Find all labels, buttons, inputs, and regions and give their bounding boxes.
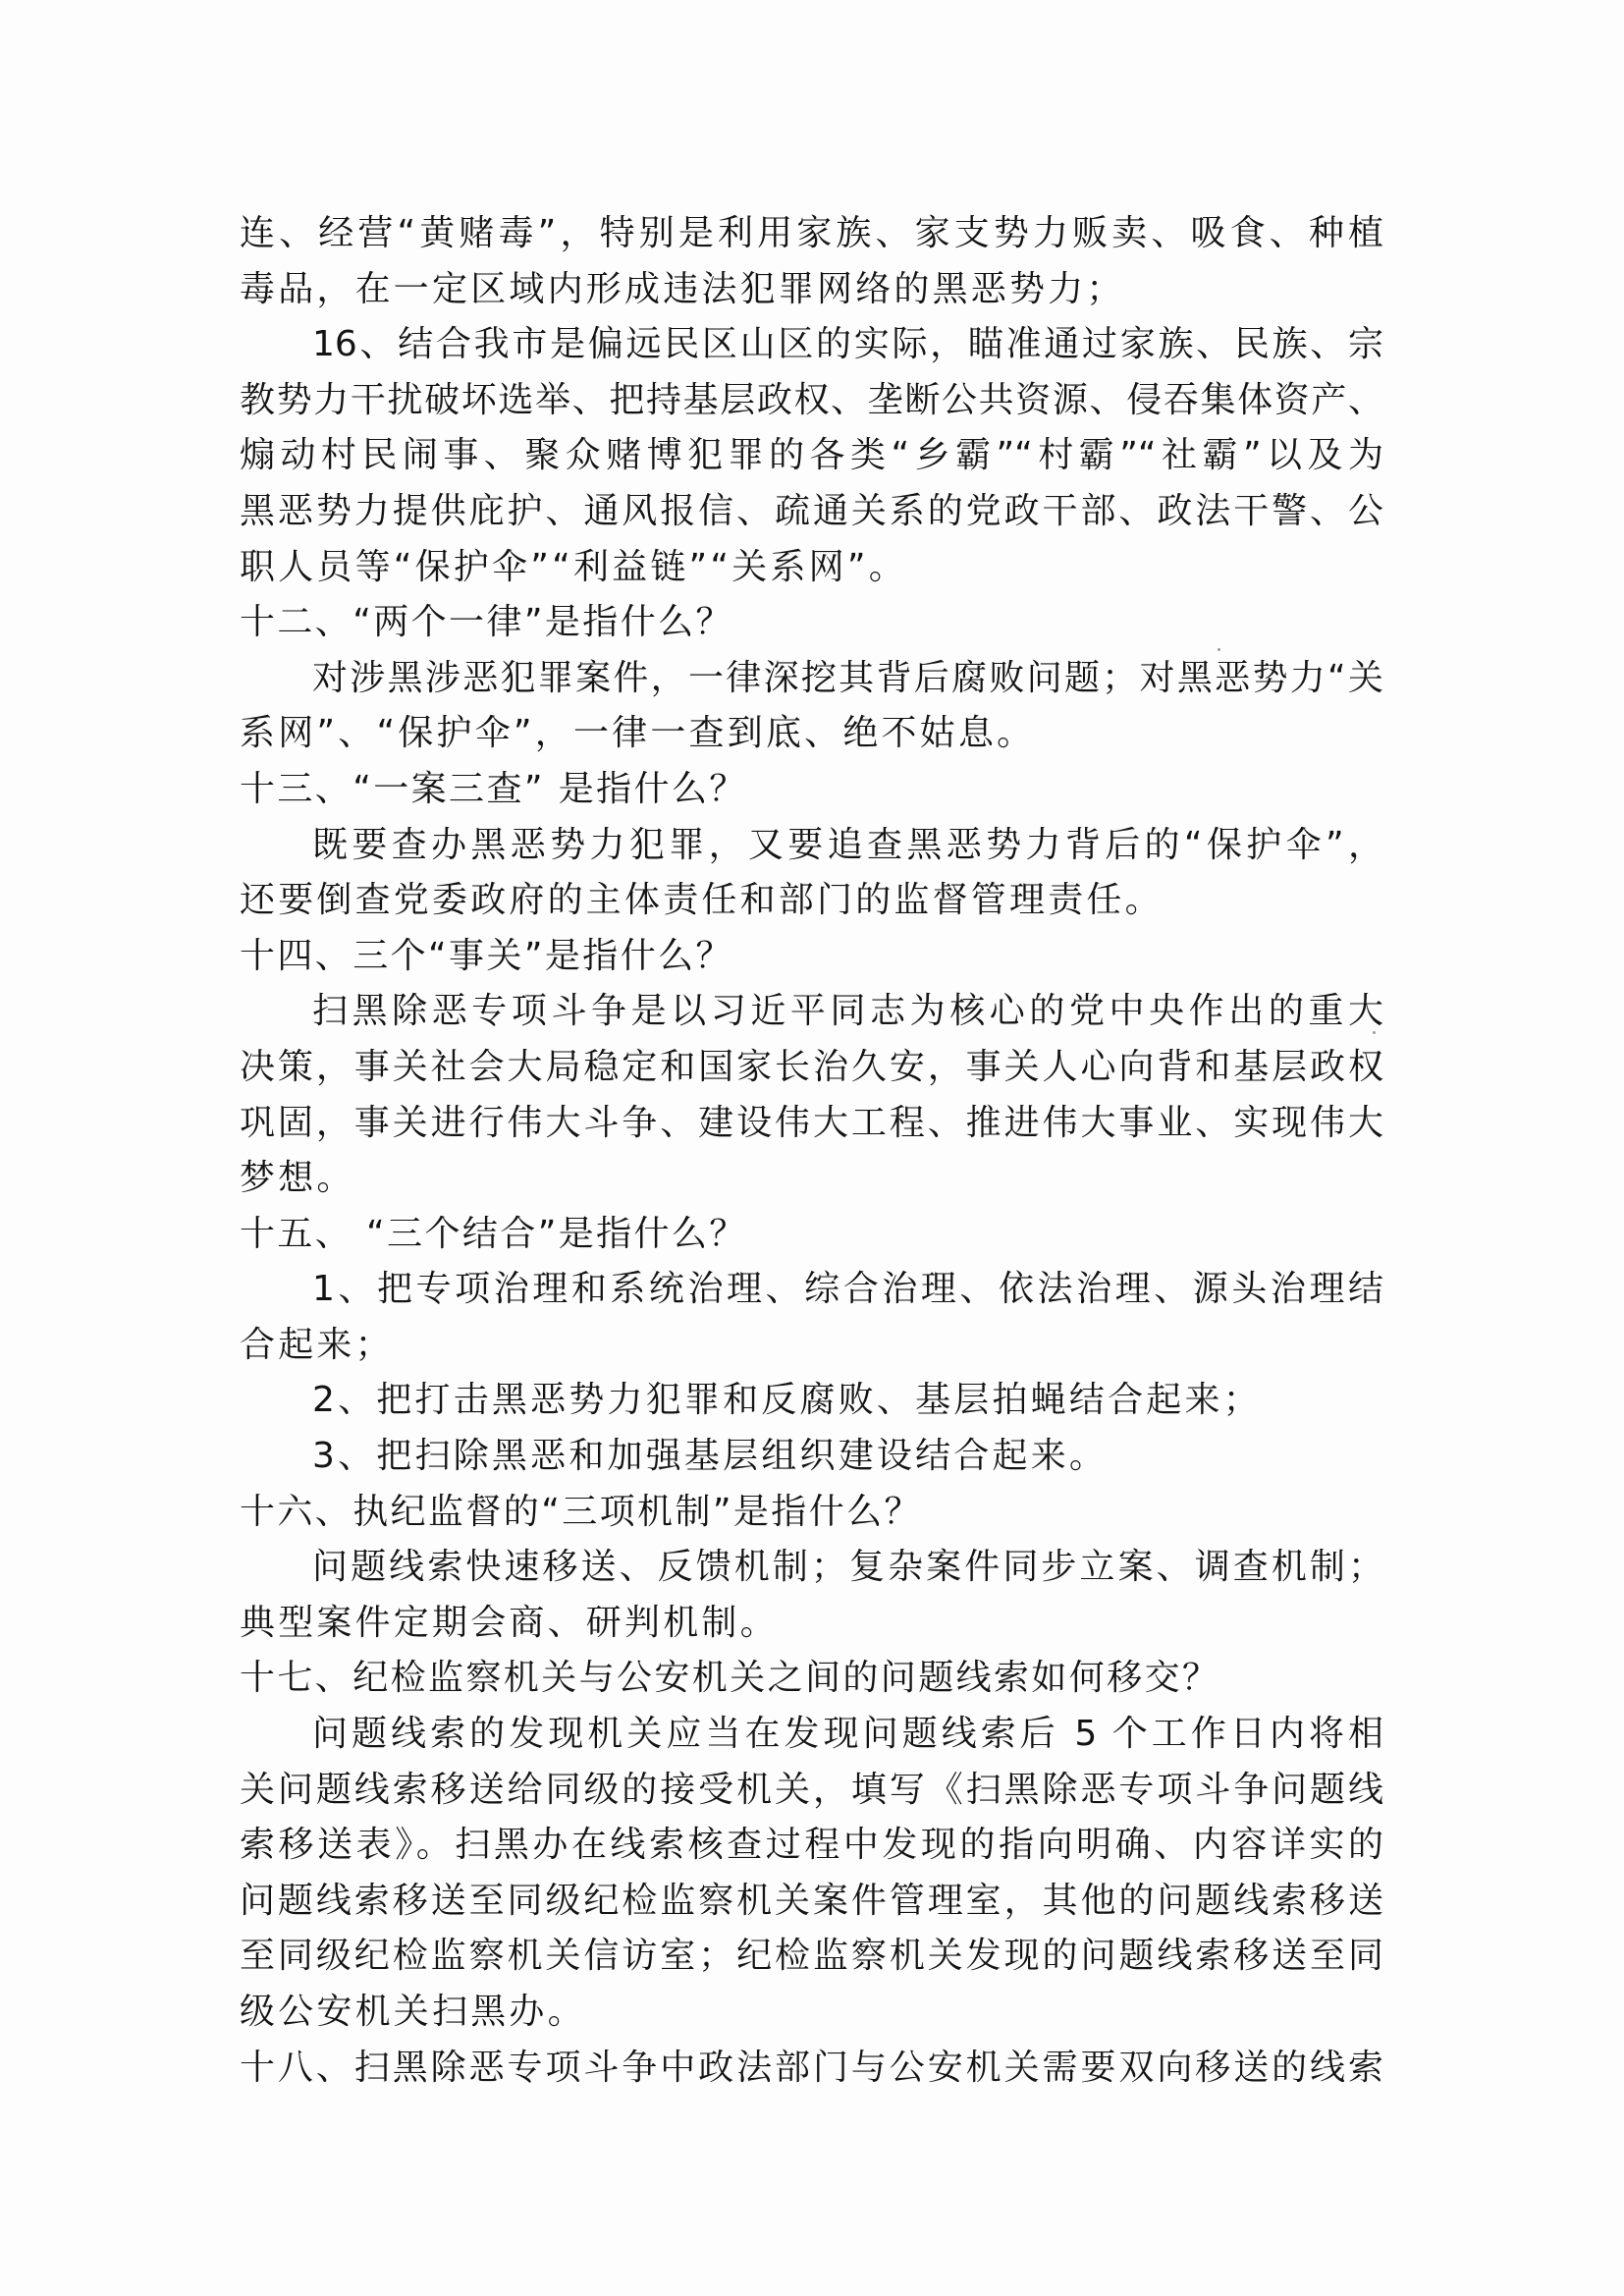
section-heading-line: 十五、 “三个结合”是指什么？ bbox=[240, 1213, 747, 1254]
body-text-line: 至同级纪检监察机关信访室；纪检监察机关发现的问题线索移送至同 bbox=[240, 1936, 1383, 1977]
section-heading-line: 十八、扫黑除恶专项斗争中政法部门与公安机关需要双向移送的线索 bbox=[240, 2047, 1383, 2088]
body-text-line: 2、把打击黑恶势力犯罪和反腐败、基层拍蝇结合起来； bbox=[312, 1380, 1262, 1421]
body-text-line: 问题线索快速移送、反馈机制；复杂案件同步立案、调查机制； bbox=[312, 1547, 1383, 1588]
section-heading-line: 十四、三个“事关”是指什么？ bbox=[240, 935, 733, 976]
section-heading-line: 十七、纪检监察机关与公安机关之间的问题线索如何移交？ bbox=[240, 1658, 1220, 1699]
section-heading-line: 十六、执纪监督的“三项机制”是指什么？ bbox=[240, 1491, 922, 1532]
document-body bbox=[240, 206, 1383, 2096]
body-text-line: 对涉黑涉恶犯罪案件，一律深挖其背后腐败问题；对黑恶势力“关 bbox=[312, 657, 1383, 698]
body-text-line: 1、把专项治理和系统治理、综合治理、依法治理、源头治理结 bbox=[312, 1269, 1383, 1310]
body-text-line: 连、经营“黄赌毒”，特别是利用家族、家支势力贩卖、吸食、种植 bbox=[240, 213, 1383, 253]
body-text-line: 教势力干扰破坏选举、把持基层政权、垄断公共资源、侵吞集体资产、 bbox=[240, 379, 1383, 420]
body-text-line: 典型案件定期会商、研判机制。 bbox=[240, 1602, 779, 1643]
body-text-line: 巩固，事关进行伟大斗争、建设伟大工程、推进伟大事业、实现伟大 bbox=[240, 1102, 1383, 1143]
section-heading-line: 十三、“一案三查” 是指什么？ bbox=[240, 768, 747, 809]
body-text-line: 煽动村民闹事、聚众赌博犯罪的各类“乡霸”“村霸”“社霸”以及为 bbox=[240, 435, 1383, 476]
body-text-line: 职人员等“保护伞”“利益链”“关系网”。 bbox=[240, 546, 907, 587]
body-text-line: 问题线索移送至同级纪检监察机关案件管理室，其他的问题线索移送 bbox=[240, 1880, 1383, 1921]
body-text-line: 扫黑除恶专项斗争是以习近平同志为核心的党中央作出的重大 bbox=[312, 991, 1383, 1032]
body-text-line: 毒品，在一定区域内形成违法犯罪网络的黑恶势力； bbox=[240, 268, 1125, 309]
body-text-line: 还要倒查党委政府的主体责任和部门的监督管理责任。 bbox=[240, 880, 1164, 921]
body-text-line: 既要查办黑恶势力犯罪，又要追查黑恶势力背后的“保护伞”， bbox=[312, 824, 1383, 865]
section-heading-line: 十二、“两个一律”是指什么？ bbox=[240, 602, 733, 643]
body-text-line: 3、把扫除黑恶和加强基层组织建设结合起来。 bbox=[312, 1436, 1109, 1477]
scan-speck bbox=[1373, 1031, 1376, 1034]
scan-speck bbox=[1218, 648, 1220, 651]
body-text-line: 关问题线索移送给同级的接受机关，填写《扫黑除恶专项斗争问题线 bbox=[240, 1769, 1383, 1810]
body-text-line: 问题线索的发现机关应当在发现问题线索后 5 个工作日内将相 bbox=[312, 1714, 1383, 1755]
body-text-line: 决策，事关社会大局稳定和国家长治久安，事关人心向背和基层政权 bbox=[240, 1046, 1383, 1087]
body-text-line: 16、结合我市是偏远民区山区的实际，瞄准通过家族、民族、宗 bbox=[312, 324, 1383, 365]
body-text-line: 级公安机关扫黑办。 bbox=[240, 1992, 586, 2032]
body-text-line: 黑恶势力提供庇护、通风报信、疏通关系的党政干部、政法干警、公 bbox=[240, 490, 1383, 531]
body-text-line: 索移送表》。扫黑办在线索核查过程中发现的指向明确、内容详实的 bbox=[240, 1825, 1383, 1866]
body-text-line: 合起来； bbox=[240, 1324, 394, 1365]
body-text-line: 梦想。 bbox=[240, 1158, 355, 1199]
body-text-line: 系网”、“保护伞”，一律一查到底、绝不姑息。 bbox=[240, 713, 1036, 754]
